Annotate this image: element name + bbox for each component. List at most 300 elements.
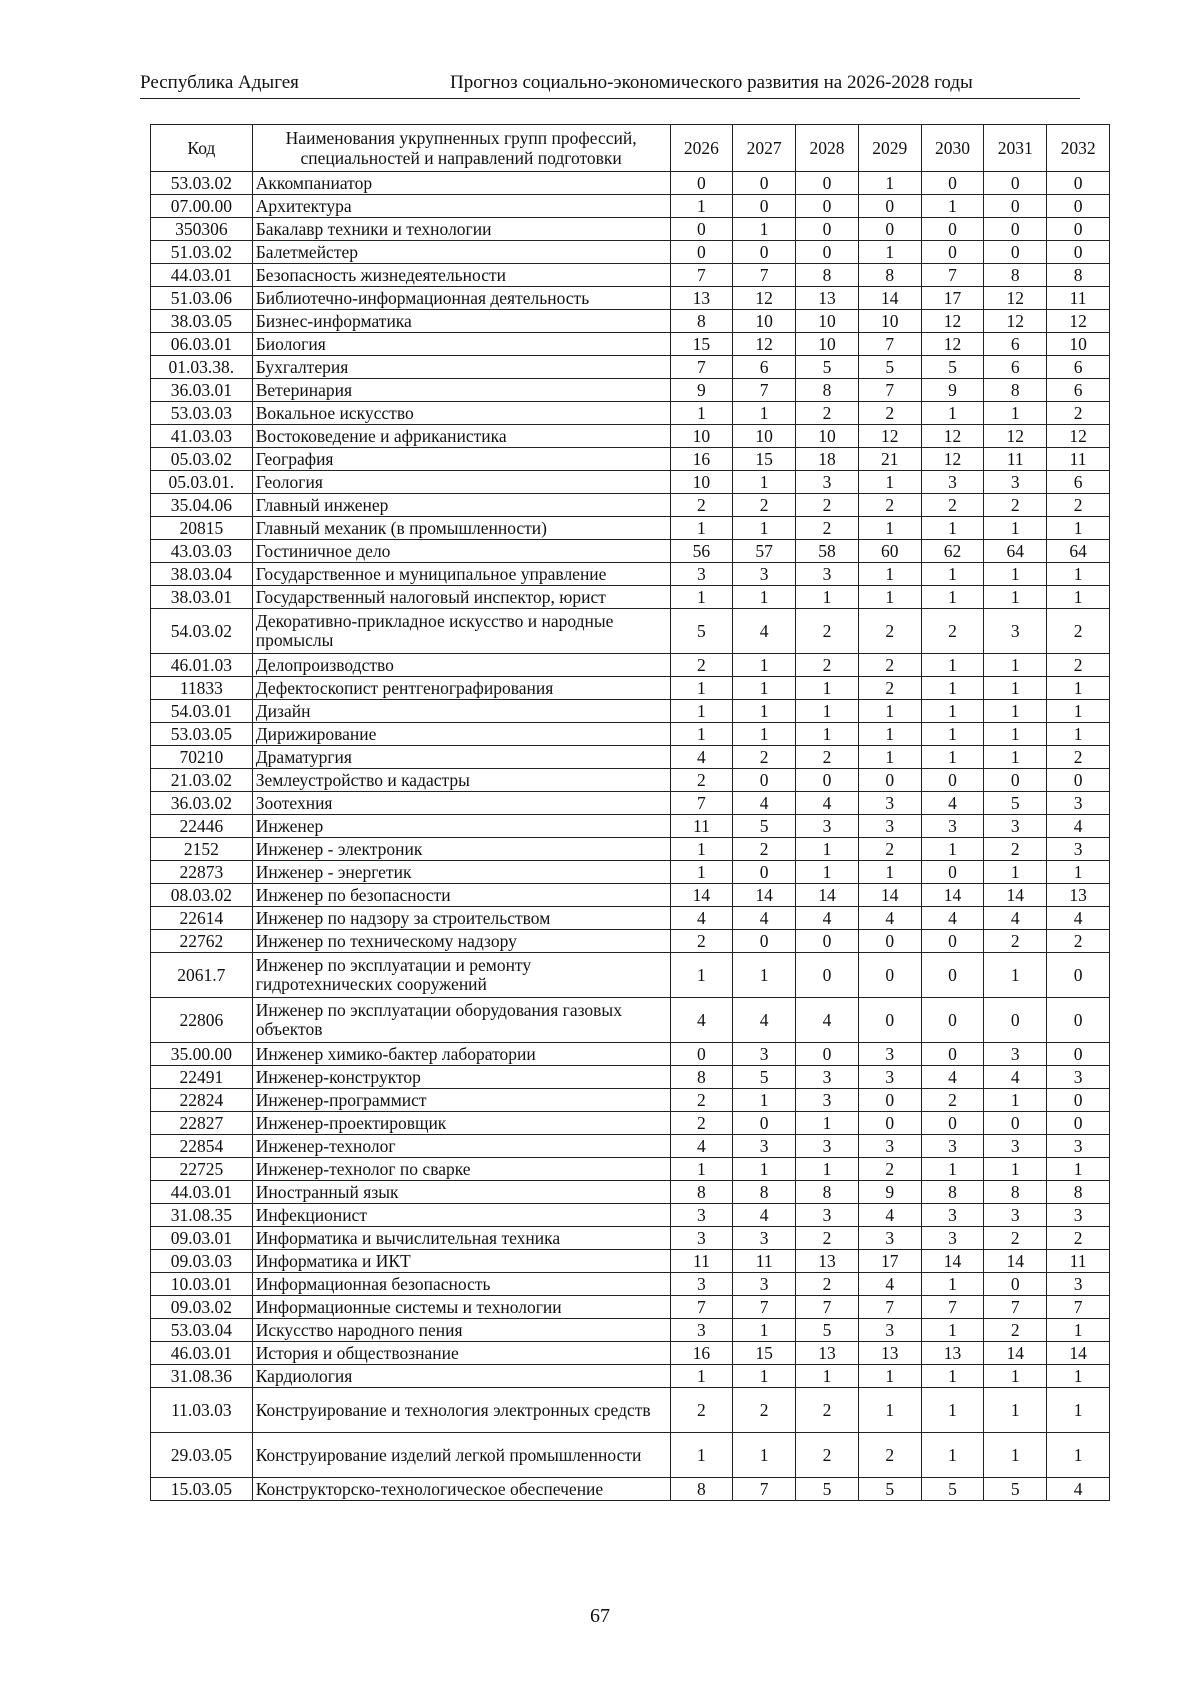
header-region: Республика Адыгея <box>140 72 299 93</box>
cell-name: Ветеринария <box>252 379 670 402</box>
cell-value: 7 <box>1047 1296 1110 1319</box>
cell-value: 3 <box>858 1135 921 1158</box>
cell-value: 2 <box>796 402 859 425</box>
table-row <box>151 218 1110 241</box>
cell-value: 15 <box>670 333 733 356</box>
table-row <box>151 1227 1110 1250</box>
cell-code: 43.03.03 <box>151 540 253 563</box>
table-row <box>151 838 1110 861</box>
cell-code: 29.03.05 <box>151 1433 253 1478</box>
cell-value: 2 <box>858 838 921 861</box>
cell-value: 2 <box>1047 930 1110 953</box>
cell-value: 2 <box>921 1089 984 1112</box>
table-row <box>151 769 1110 792</box>
cell-value: 0 <box>1047 769 1110 792</box>
cell-value: 1 <box>670 677 733 700</box>
cell-value: 2 <box>1047 746 1110 769</box>
cell-name: Главный инженер <box>252 494 670 517</box>
column-header-code: Код <box>151 125 253 172</box>
cell-code: 05.03.02 <box>151 448 253 471</box>
table-body <box>151 172 1110 1501</box>
cell-code: 22827 <box>151 1112 253 1135</box>
cell-value: 0 <box>921 1043 984 1066</box>
cell-value: 2 <box>733 494 796 517</box>
cell-value: 7 <box>796 1296 859 1319</box>
cell-value: 7 <box>858 1296 921 1319</box>
table-row <box>151 953 1110 998</box>
table-row <box>151 1433 1110 1478</box>
cell-code: 09.03.03 <box>151 1250 253 1273</box>
cell-value: 1 <box>921 195 984 218</box>
cell-value: 4 <box>796 998 859 1043</box>
cell-value: 2 <box>670 654 733 677</box>
cell-value: 18 <box>796 448 859 471</box>
cell-value: 13 <box>796 1342 859 1365</box>
cell-code: 11.03.03 <box>151 1388 253 1433</box>
table-row <box>151 287 1110 310</box>
cell-value: 0 <box>670 218 733 241</box>
cell-value: 2 <box>858 654 921 677</box>
cell-value: 1 <box>733 953 796 998</box>
cell-value: 10 <box>796 310 859 333</box>
cell-code: 54.03.02 <box>151 609 253 654</box>
cell-name: Главный механик (в промышленности) <box>252 517 670 540</box>
cell-value: 7 <box>670 792 733 815</box>
cell-value: 2 <box>733 1388 796 1433</box>
cell-value: 2 <box>670 1089 733 1112</box>
cell-code: 46.03.01 <box>151 1342 253 1365</box>
cell-value: 1 <box>796 677 859 700</box>
cell-name: Инженер-программист <box>252 1089 670 1112</box>
cell-value: 1 <box>921 517 984 540</box>
cell-name: Инженер химико-бактер лаборатории <box>252 1043 670 1066</box>
table-row <box>151 1388 1110 1433</box>
cell-name: Инфекционист <box>252 1204 670 1227</box>
cell-code: 31.08.35 <box>151 1204 253 1227</box>
cell-value: 1 <box>858 861 921 884</box>
cell-value: 1 <box>670 723 733 746</box>
table-header-row <box>151 125 1110 172</box>
cell-value: 4 <box>1047 1478 1110 1501</box>
cell-code: 09.03.01 <box>151 1227 253 1250</box>
cell-code: 22446 <box>151 815 253 838</box>
table-row <box>151 654 1110 677</box>
table-row <box>151 907 1110 930</box>
cell-code: 41.03.03 <box>151 425 253 448</box>
table-row <box>151 930 1110 953</box>
cell-name: Вокальное искусство <box>252 402 670 425</box>
cell-value: 1 <box>1047 1319 1110 1342</box>
cell-value: 3 <box>921 471 984 494</box>
cell-code: 44.03.01 <box>151 264 253 287</box>
cell-value: 8 <box>796 264 859 287</box>
cell-value: 1 <box>858 700 921 723</box>
cell-value: 1 <box>984 953 1047 998</box>
cell-name: Безопасность жизнедеятельности <box>252 264 670 287</box>
table-row <box>151 402 1110 425</box>
cell-name: Архитектура <box>252 195 670 218</box>
cell-value: 8 <box>796 1181 859 1204</box>
cell-value: 4 <box>733 907 796 930</box>
cell-name: Биология <box>252 333 670 356</box>
cell-code: 53.03.03 <box>151 402 253 425</box>
cell-value: 7 <box>858 333 921 356</box>
cell-value: 3 <box>858 815 921 838</box>
cell-value: 2 <box>984 930 1047 953</box>
cell-value: 8 <box>984 379 1047 402</box>
cell-value: 0 <box>796 930 859 953</box>
cell-value: 3 <box>858 1319 921 1342</box>
table-row <box>151 379 1110 402</box>
cell-value: 0 <box>858 930 921 953</box>
cell-value: 2 <box>921 494 984 517</box>
cell-value: 8 <box>670 1181 733 1204</box>
column-header-year: 2029 <box>858 125 921 172</box>
column-header-year: 2028 <box>796 125 859 172</box>
table-row <box>151 746 1110 769</box>
cell-value: 2 <box>984 1227 1047 1250</box>
cell-value: 1 <box>1047 563 1110 586</box>
cell-value: 2 <box>1047 654 1110 677</box>
cell-value: 1 <box>796 838 859 861</box>
cell-value: 5 <box>796 1478 859 1501</box>
cell-name: Инженер-проектировщик <box>252 1112 670 1135</box>
cell-value: 14 <box>921 1250 984 1273</box>
cell-name: Инженер по эксплуатации и ремонту гидротехнических сооружений <box>252 953 670 998</box>
cell-code: 51.03.06 <box>151 287 253 310</box>
cell-value: 1 <box>733 517 796 540</box>
cell-value: 16 <box>670 448 733 471</box>
cell-value: 1 <box>984 723 1047 746</box>
cell-code: 22614 <box>151 907 253 930</box>
cell-value: 11 <box>1047 1250 1110 1273</box>
cell-value: 4 <box>1047 815 1110 838</box>
cell-value: 3 <box>733 563 796 586</box>
table-row <box>151 700 1110 723</box>
cell-value: 60 <box>858 540 921 563</box>
cell-value: 2 <box>670 1112 733 1135</box>
cell-value: 1 <box>733 1319 796 1342</box>
cell-code: 51.03.02 <box>151 241 253 264</box>
cell-value: 1 <box>984 563 1047 586</box>
cell-value: 3 <box>1047 838 1110 861</box>
cell-value: 0 <box>921 218 984 241</box>
cell-value: 5 <box>733 1066 796 1089</box>
cell-name: Государственное и муниципальное управление <box>252 563 670 586</box>
cell-value: 1 <box>984 1388 1047 1433</box>
cell-value: 3 <box>921 1204 984 1227</box>
cell-value: 0 <box>1047 218 1110 241</box>
cell-value: 6 <box>984 333 1047 356</box>
cell-value: 1 <box>1047 1365 1110 1388</box>
cell-value: 3 <box>670 1227 733 1250</box>
cell-value: 3 <box>733 1135 796 1158</box>
cell-code: 54.03.01 <box>151 700 253 723</box>
cell-name: Инженер по надзору за строительством <box>252 907 670 930</box>
cell-code: 21.03.02 <box>151 769 253 792</box>
cell-value: 11 <box>670 1250 733 1273</box>
cell-value: 4 <box>796 907 859 930</box>
cell-value: 12 <box>733 287 796 310</box>
cell-value: 3 <box>1047 1066 1110 1089</box>
cell-value: 2 <box>796 654 859 677</box>
cell-value: 10 <box>1047 333 1110 356</box>
cell-name: Бакалавр техники и технологии <box>252 218 670 241</box>
cell-value: 7 <box>733 379 796 402</box>
cell-value: 0 <box>984 1273 1047 1296</box>
cell-value: 3 <box>984 815 1047 838</box>
cell-value: 12 <box>984 425 1047 448</box>
cell-value: 12 <box>858 425 921 448</box>
column-header-year: 2031 <box>984 125 1047 172</box>
cell-value: 0 <box>858 1112 921 1135</box>
cell-value: 1 <box>858 471 921 494</box>
cell-value: 1 <box>733 677 796 700</box>
cell-value: 8 <box>670 1066 733 1089</box>
cell-value: 1 <box>921 1365 984 1388</box>
cell-value: 10 <box>670 471 733 494</box>
table-row <box>151 1066 1110 1089</box>
cell-value: 1 <box>1047 723 1110 746</box>
cell-value: 1 <box>1047 517 1110 540</box>
cell-value: 9 <box>670 379 733 402</box>
table-row <box>151 264 1110 287</box>
cell-value: 4 <box>796 792 859 815</box>
cell-value: 1 <box>1047 677 1110 700</box>
table-row <box>151 1342 1110 1365</box>
cell-value: 4 <box>733 609 796 654</box>
cell-value: 14 <box>921 884 984 907</box>
table-row <box>151 494 1110 517</box>
cell-name: Информатика и ИКТ <box>252 1250 670 1273</box>
cell-value: 0 <box>796 241 859 264</box>
cell-value: 10 <box>858 310 921 333</box>
cell-value: 0 <box>670 241 733 264</box>
cell-value: 1 <box>858 746 921 769</box>
cell-value: 2 <box>670 930 733 953</box>
cell-value: 3 <box>670 1319 733 1342</box>
forecast-table <box>150 124 1110 1501</box>
cell-value: 0 <box>1047 241 1110 264</box>
cell-code: 22725 <box>151 1158 253 1181</box>
table-row <box>151 677 1110 700</box>
cell-value: 3 <box>1047 792 1110 815</box>
cell-value: 2 <box>858 402 921 425</box>
cell-value: 56 <box>670 540 733 563</box>
cell-value: 5 <box>796 356 859 379</box>
cell-value: 12 <box>984 310 1047 333</box>
cell-value: 3 <box>1047 1135 1110 1158</box>
cell-value: 64 <box>1047 540 1110 563</box>
cell-value: 1 <box>1047 1433 1110 1478</box>
cell-value: 2 <box>984 838 1047 861</box>
cell-code: 44.03.01 <box>151 1181 253 1204</box>
cell-name: Бизнес-информатика <box>252 310 670 333</box>
cell-value: 10 <box>733 310 796 333</box>
cell-value: 12 <box>921 448 984 471</box>
cell-value: 8 <box>1047 264 1110 287</box>
table-row <box>151 471 1110 494</box>
cell-value: 16 <box>670 1342 733 1365</box>
cell-value: 4 <box>670 998 733 1043</box>
cell-code: 22873 <box>151 861 253 884</box>
cell-value: 0 <box>984 1112 1047 1135</box>
cell-value: 1 <box>921 838 984 861</box>
table-row <box>151 861 1110 884</box>
cell-value: 2 <box>733 746 796 769</box>
cell-value: 1 <box>921 746 984 769</box>
cell-value: 1 <box>733 654 796 677</box>
cell-code: 31.08.36 <box>151 1365 253 1388</box>
cell-value: 0 <box>733 1112 796 1135</box>
cell-value: 10 <box>670 425 733 448</box>
cell-value: 8 <box>733 1181 796 1204</box>
cell-value: 8 <box>984 1181 1047 1204</box>
cell-value: 15 <box>733 1342 796 1365</box>
cell-value: 2 <box>796 746 859 769</box>
cell-value: 0 <box>858 953 921 998</box>
cell-name: Инженер - энергетик <box>252 861 670 884</box>
cell-value: 3 <box>921 1135 984 1158</box>
cell-value: 5 <box>796 1319 859 1342</box>
cell-value: 1 <box>921 402 984 425</box>
cell-value: 1 <box>733 471 796 494</box>
cell-value: 58 <box>796 540 859 563</box>
cell-value: 1 <box>921 563 984 586</box>
cell-value: 1 <box>796 861 859 884</box>
cell-value: 17 <box>921 287 984 310</box>
cell-code: 01.03.38. <box>151 356 253 379</box>
cell-value: 1 <box>796 586 859 609</box>
cell-value: 5 <box>858 356 921 379</box>
cell-value: 13 <box>921 1342 984 1365</box>
cell-name: Инженер по техническому надзору <box>252 930 670 953</box>
table-row <box>151 1204 1110 1227</box>
cell-value: 3 <box>858 1043 921 1066</box>
cell-value: 7 <box>858 379 921 402</box>
cell-value: 1 <box>733 700 796 723</box>
cell-name: Государственный налоговый инспектор, юрист <box>252 586 670 609</box>
cell-value: 4 <box>670 1135 733 1158</box>
cell-name: Инженер-технолог по сварке <box>252 1158 670 1181</box>
cell-code: 36.03.02 <box>151 792 253 815</box>
table-row <box>151 1089 1110 1112</box>
cell-value: 3 <box>984 1204 1047 1227</box>
table-row <box>151 792 1110 815</box>
cell-value: 0 <box>1047 1043 1110 1066</box>
cell-value: 6 <box>1047 379 1110 402</box>
cell-value: 6 <box>984 356 1047 379</box>
cell-value: 1 <box>921 654 984 677</box>
cell-value: 3 <box>796 1135 859 1158</box>
cell-value: 1 <box>733 1158 796 1181</box>
table-row <box>151 609 1110 654</box>
table-row <box>151 1043 1110 1066</box>
cell-value: 1 <box>733 218 796 241</box>
cell-value: 1 <box>733 586 796 609</box>
table-row <box>151 1319 1110 1342</box>
cell-value: 2 <box>796 1388 859 1433</box>
cell-value: 1 <box>858 241 921 264</box>
cell-value: 0 <box>984 769 1047 792</box>
cell-value: 14 <box>796 884 859 907</box>
cell-name: Конструирование и технология электронных средств <box>252 1388 670 1433</box>
cell-code: 2061.7 <box>151 953 253 998</box>
cell-value: 0 <box>921 241 984 264</box>
cell-value: 1 <box>984 677 1047 700</box>
cell-value: 0 <box>733 195 796 218</box>
cell-value: 2 <box>796 1227 859 1250</box>
cell-value: 2 <box>670 1388 733 1433</box>
cell-value: 0 <box>1047 195 1110 218</box>
cell-name: Дефектоскопист рентгенографирования <box>252 677 670 700</box>
cell-name: Иностранный язык <box>252 1181 670 1204</box>
cell-value: 9 <box>921 379 984 402</box>
cell-value: 14 <box>858 287 921 310</box>
table-row <box>151 1296 1110 1319</box>
cell-value: 10 <box>796 333 859 356</box>
cell-value: 17 <box>858 1250 921 1273</box>
cell-value: 10 <box>733 425 796 448</box>
cell-value: 3 <box>1047 1273 1110 1296</box>
cell-value: 13 <box>670 287 733 310</box>
cell-value: 0 <box>858 998 921 1043</box>
cell-value: 1 <box>670 838 733 861</box>
cell-value: 0 <box>984 998 1047 1043</box>
cell-value: 4 <box>733 998 796 1043</box>
cell-value: 1 <box>796 1158 859 1181</box>
cell-name: Инженер по эксплуатации оборудования газовых объектов <box>252 998 670 1043</box>
cell-code: 06.03.01 <box>151 333 253 356</box>
cell-value: 3 <box>796 1089 859 1112</box>
cell-value: 11 <box>670 815 733 838</box>
cell-value: 1 <box>1047 586 1110 609</box>
cell-value: 0 <box>796 195 859 218</box>
cell-name: Востоковедение и африканистика <box>252 425 670 448</box>
table-row <box>151 723 1110 746</box>
cell-value: 2 <box>1047 609 1110 654</box>
cell-name: Кардиология <box>252 1365 670 1388</box>
table-row <box>151 1478 1110 1501</box>
cell-name: Инженер <box>252 815 670 838</box>
cell-value: 2 <box>796 1433 859 1478</box>
cell-value: 0 <box>796 769 859 792</box>
table-row <box>151 172 1110 195</box>
cell-value: 0 <box>733 930 796 953</box>
cell-value: 3 <box>921 815 984 838</box>
cell-value: 2 <box>1047 1227 1110 1250</box>
cell-value: 12 <box>733 333 796 356</box>
cell-value: 11 <box>984 448 1047 471</box>
cell-value: 12 <box>921 310 984 333</box>
cell-name: Инженер - электроник <box>252 838 670 861</box>
cell-value: 1 <box>670 953 733 998</box>
cell-value: 1 <box>984 517 1047 540</box>
cell-value: 8 <box>1047 1181 1110 1204</box>
cell-value: 4 <box>858 1273 921 1296</box>
cell-name: Инженер по безопасности <box>252 884 670 907</box>
cell-code: 22491 <box>151 1066 253 1089</box>
cell-value: 7 <box>921 1296 984 1319</box>
cell-value: 2 <box>796 494 859 517</box>
cell-value: 4 <box>858 907 921 930</box>
cell-value: 0 <box>921 1112 984 1135</box>
cell-value: 0 <box>733 241 796 264</box>
column-header-year: 2026 <box>670 125 733 172</box>
cell-value: 1 <box>858 586 921 609</box>
cell-code: 38.03.05 <box>151 310 253 333</box>
cell-name: Делопроизводство <box>252 654 670 677</box>
